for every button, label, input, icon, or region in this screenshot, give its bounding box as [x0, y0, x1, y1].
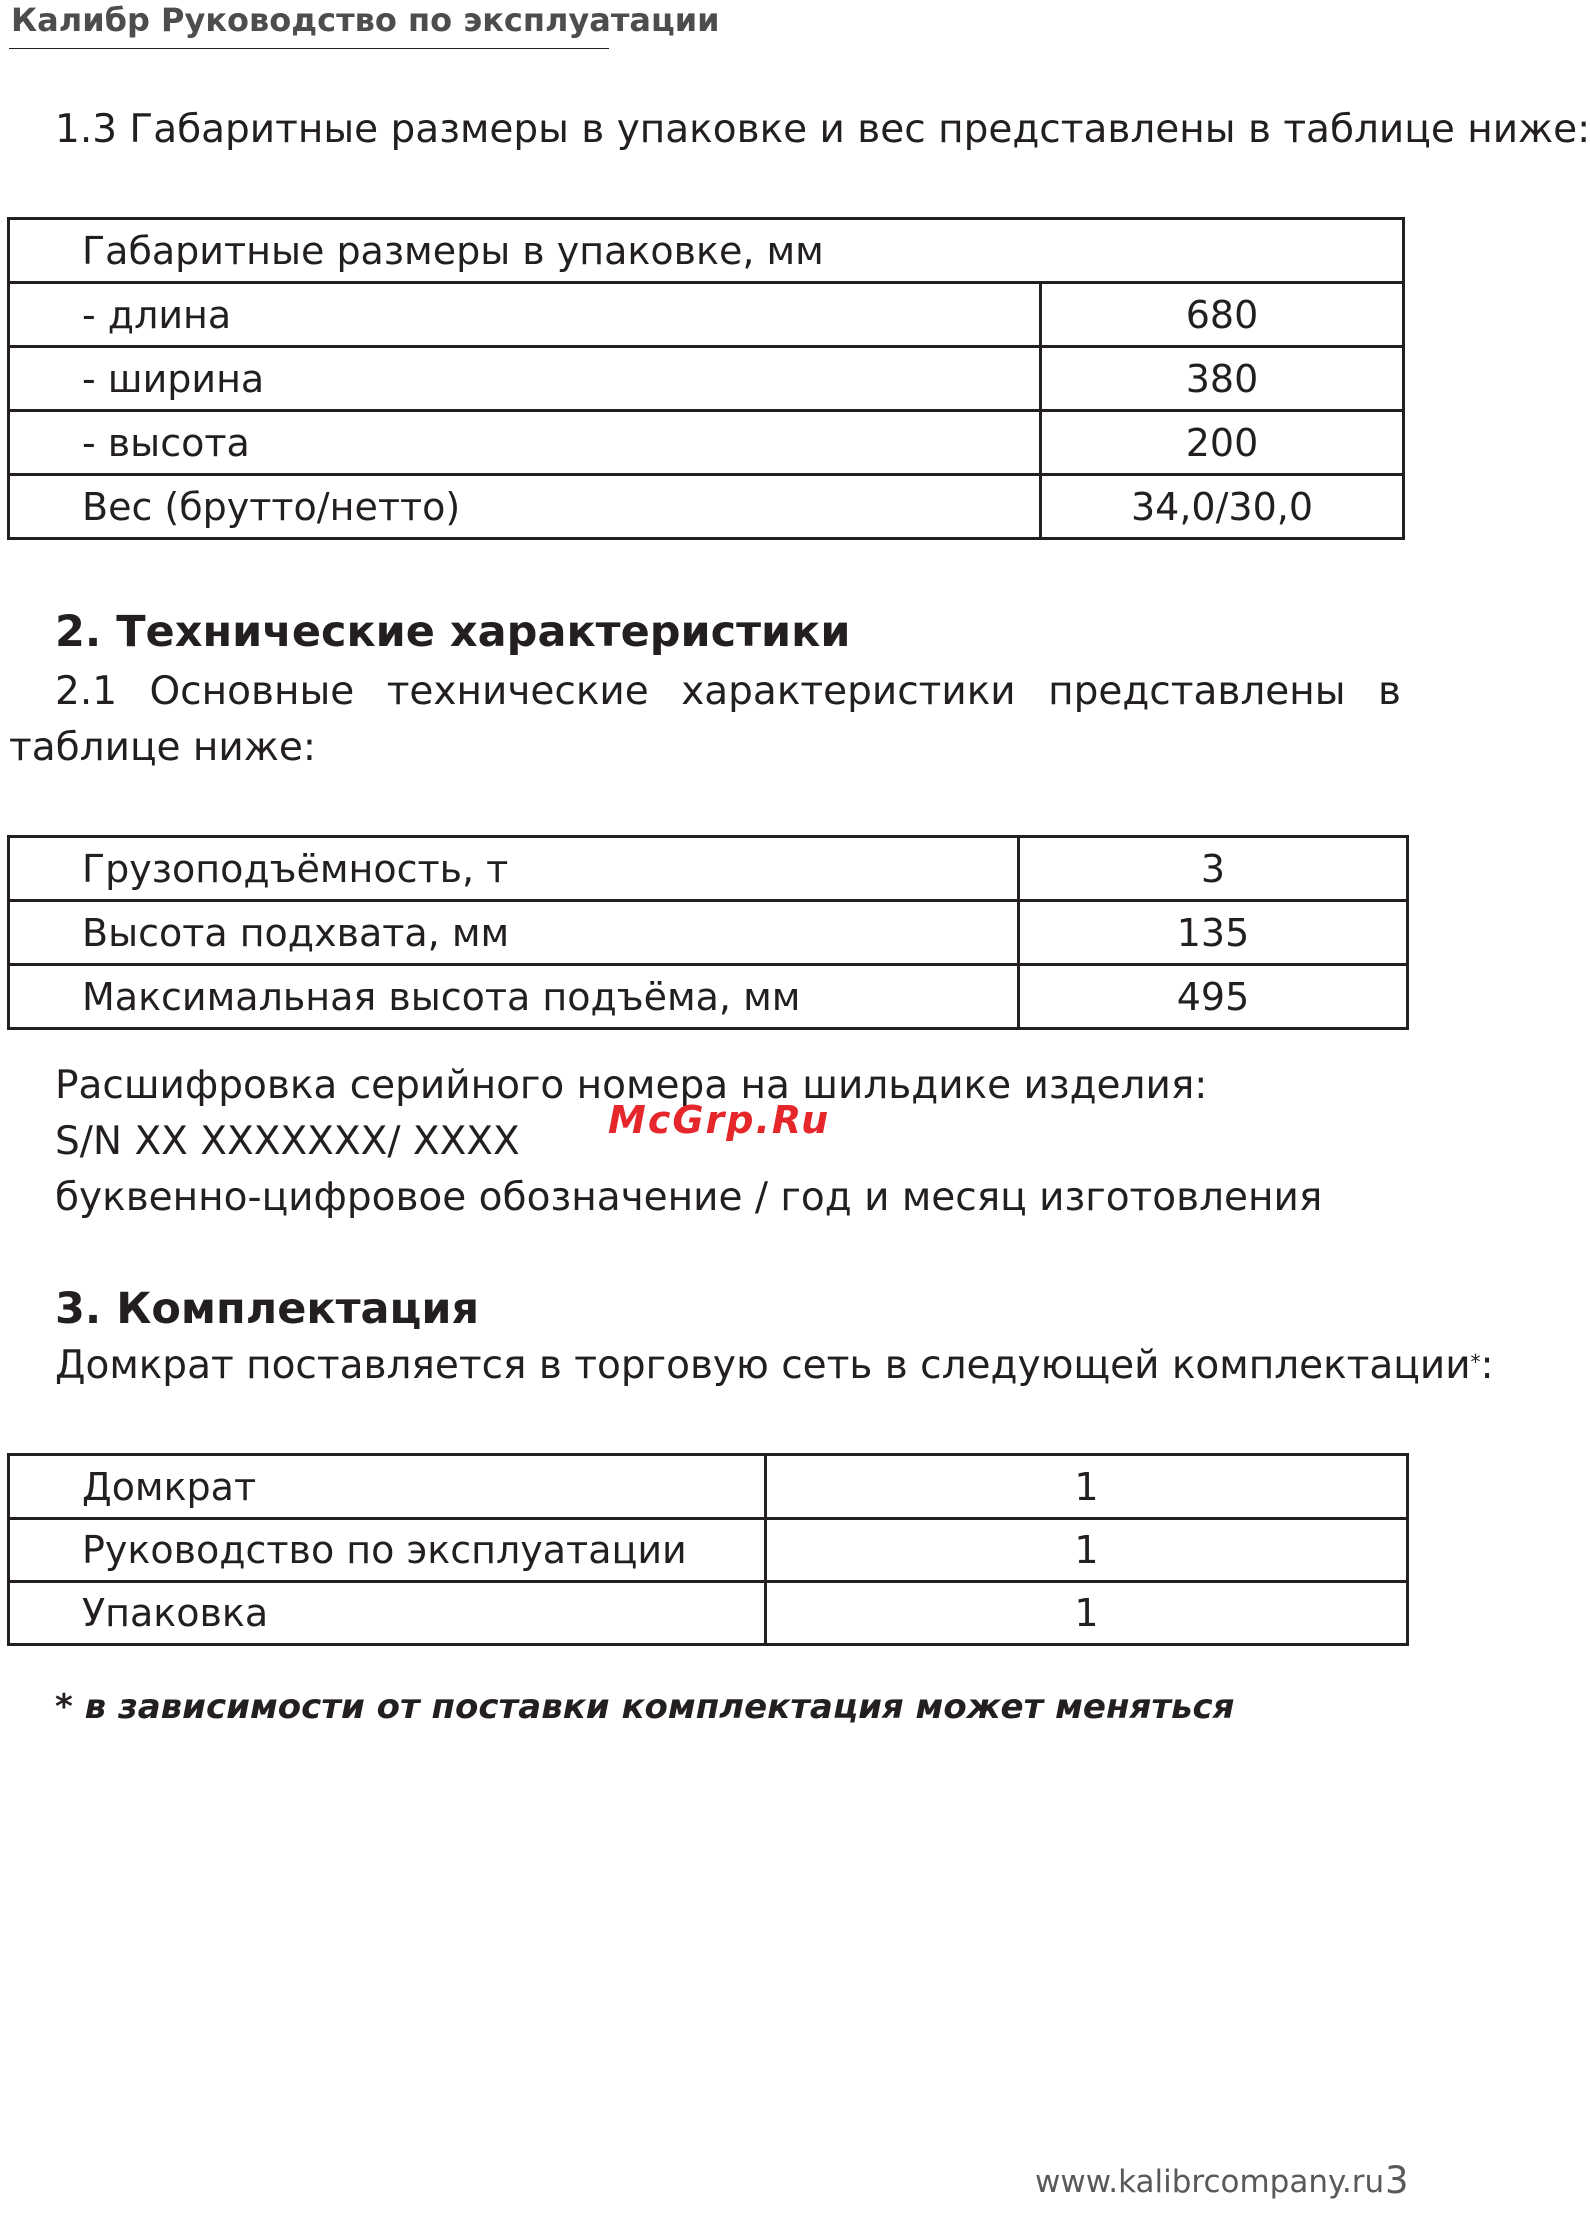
serial-format: S/N XX XXXXXXX/ XXXX: [55, 1119, 520, 1164]
row-label: - ширина: [9, 347, 1041, 411]
row-label: Максимальная высота подъёма, мм: [9, 965, 1019, 1029]
footnote-mark: *: [1470, 1350, 1481, 1374]
row-label: Упаковка: [9, 1582, 766, 1645]
row-value: 680: [1041, 283, 1404, 347]
watermark-text: McGrp.Ru: [608, 1098, 831, 1142]
contents-intro-text: Домкрат поставляется в торговую сеть в следующей комплектации: [55, 1343, 1471, 1388]
table-row: [9, 901, 1408, 965]
table-row: [9, 219, 1404, 283]
contents-table: [7, 1453, 1409, 1646]
row-value: 1: [766, 1519, 1408, 1582]
running-header: Калибр Руководство по эксплуатации: [11, 1, 720, 39]
contents-intro-end: :: [1480, 1343, 1494, 1388]
serial-explanation: буквенно-цифровое обозначение / год и месяц изготовления: [55, 1175, 1323, 1220]
table-row: [9, 1519, 1408, 1582]
footer-url[interactable]: www.kalibrcompany.ru: [1035, 2164, 1385, 2200]
row-label: Руководство по эксплуатации: [9, 1519, 766, 1582]
table-row: [9, 1582, 1408, 1645]
page-number: 3: [1385, 2159, 1409, 2202]
table-row: [9, 283, 1404, 347]
section-2-heading: 2. Технические характеристики: [55, 607, 851, 657]
header-divider: [9, 48, 609, 49]
table-row: [9, 837, 1408, 901]
table-row: [9, 1455, 1408, 1519]
section-3-heading: 3. Комплектация: [55, 1284, 480, 1334]
row-value: 3: [1019, 837, 1408, 901]
contents-footnote: * в зависимости от поставки комплектация может меняться: [55, 1687, 1235, 1727]
table-row: [9, 965, 1408, 1029]
specs-intro: 2.1 Основные технические характеристики представлены в таблице ниже:: [9, 669, 1401, 770]
table-row: [9, 475, 1404, 539]
row-label: Вес (брутто/нетто): [9, 475, 1041, 539]
contents-intro: [55, 1342, 1494, 1390]
dimensions-table: [7, 217, 1405, 540]
row-label: Грузоподъёмность, т: [9, 837, 1019, 901]
row-value: 495: [1019, 965, 1408, 1029]
row-value: 1: [766, 1582, 1408, 1645]
serial-title: Расшифровка серийного номера на шильдике изделия:: [55, 1063, 1208, 1108]
row-value: 380: [1041, 347, 1404, 411]
row-label: - длина: [9, 283, 1041, 347]
row-label: Домкрат: [9, 1455, 766, 1519]
table-row: [9, 347, 1404, 411]
table-row: [9, 411, 1404, 475]
row-label: Высота подхвата, мм: [9, 901, 1019, 965]
row-value: 135: [1019, 901, 1408, 965]
row-label: - высота: [9, 411, 1041, 475]
specs-table: [7, 835, 1409, 1030]
row-value: 34,0/30,0: [1041, 475, 1404, 539]
dimensions-table-header: Габаритные размеры в упаковке, мм: [9, 219, 1404, 283]
row-value: 200: [1041, 411, 1404, 475]
row-value: 1: [766, 1455, 1408, 1519]
dimensions-intro: 1.3 Габаритные размеры в упаковке и вес представлены в таблице ниже:: [55, 107, 1590, 152]
